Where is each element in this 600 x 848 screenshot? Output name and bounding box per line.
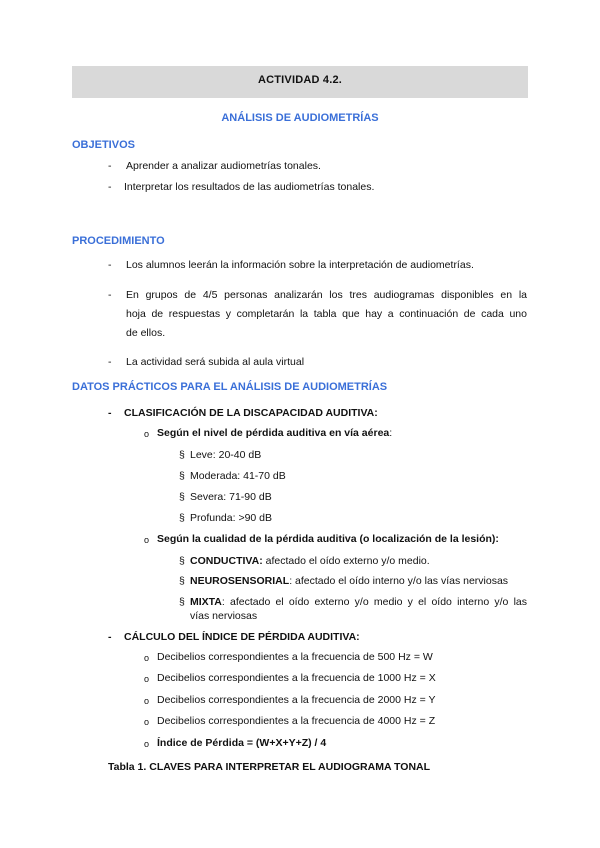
calculo-item: Decibelios correspondientes a la frecuencia de 500 Hz = W [157,651,433,663]
procedimiento-item: La actividad será subida al aula virtual [126,356,305,368]
mixta-item-cont: vías nerviosas [190,610,258,622]
circle-bullet: o [144,535,150,545]
section-bullet: § [179,470,185,482]
bullet-dash: - [108,259,112,271]
cualidad-label: Según la cualidad de la pérdida auditiva (o localización de la lesión): [157,533,499,545]
procedimiento-item-line: hoja de respuestas y completarán la tabla que hay a continuación de cada uno [126,308,527,320]
calculo-title: CÁLCULO DEL ÍNDICE DE PÉRDIDA AUDITIVA: [124,631,360,643]
calculo-item: Decibelios correspondientes a la frecuencia de 1000 Hz = X [157,672,436,684]
section-bullet: § [179,449,185,461]
nivel-item: Profunda: >90 dB [190,512,273,524]
procedimiento-item-line: de ellos. [126,327,166,339]
objetivos-heading: OBJETIVOS [72,139,135,151]
circle-bullet: o [144,674,150,684]
section-bullet: § [179,575,185,587]
activity-title: ACTIVIDAD 4.2. [257,74,343,86]
clasificacion-title: CLASIFICACIÓN DE LA DISCAPACIDAD AUDITIVA: [124,407,378,419]
section-bullet: § [179,596,185,608]
conductiva-item: CONDUCTIVA: afectado el oído externo y/o medio. [190,555,430,567]
section-bullet: § [179,491,185,503]
circle-bullet: o [144,717,150,727]
circle-bullet: o [144,739,150,749]
procedimiento-heading: PROCEDIMIENTO [72,235,165,247]
nivel-item: Moderada: 41-70 dB [190,470,286,482]
procedimiento-item: Los alumnos leerán la información sobre la interpretación de audiometrías. [126,259,474,271]
objetivo-item: Interpretar los resultados de las audiometrías tonales. [124,181,375,193]
circle-bullet: o [144,696,150,706]
bullet-dash: - [108,160,112,172]
objetivo-item: Aprender a analizar audiometrías tonales. [126,160,321,172]
section-bullet: § [179,512,185,524]
circle-bullet: o [144,653,150,663]
bullet-dash: - [108,631,112,643]
bullet-dash: - [108,356,112,368]
nivel-label: Según el nivel de pérdida auditiva en vía aérea: [157,427,393,439]
nivel-item: Severa: 71-90 dB [190,491,272,503]
nivel-item: Leve: 20-40 dB [190,449,262,461]
calculo-item: Decibelios correspondientes a la frecuencia de 4000 Hz = Z [157,715,436,727]
mixta-item: MIXTA: afectado el oído externo y/o medio y el oído interno y/o las [190,596,527,608]
doc-title: ANÁLISIS DE AUDIOMETRÍAS [221,112,379,124]
circle-bullet: o [144,429,150,439]
datos-heading: DATOS PRÁCTICOS PARA EL ANÁLISIS DE AUDIOMETRÍAS [72,381,388,393]
procedimiento-item-line: En grupos de 4/5 personas analizarán los tres audiogramas disponibles en la [126,289,527,301]
section-bullet: § [179,555,185,567]
calculo-item: Decibelios correspondientes a la frecuencia de 2000 Hz = Y [157,694,436,706]
bullet-dash: - [108,289,112,301]
header-banner [72,66,528,98]
formula: Índice de Pérdida = (W+X+Y+Z) / 4 [157,737,327,749]
neurosensorial-item: NEUROSENSORIAL: afectado el oído interno y/o las vías nerviosas [190,575,509,587]
bullet-dash: - [108,181,112,193]
table-caption: Tabla 1. CLAVES PARA INTERPRETAR EL AUDIOGRAMA TONAL [108,761,431,773]
bullet-dash: - [108,407,112,419]
